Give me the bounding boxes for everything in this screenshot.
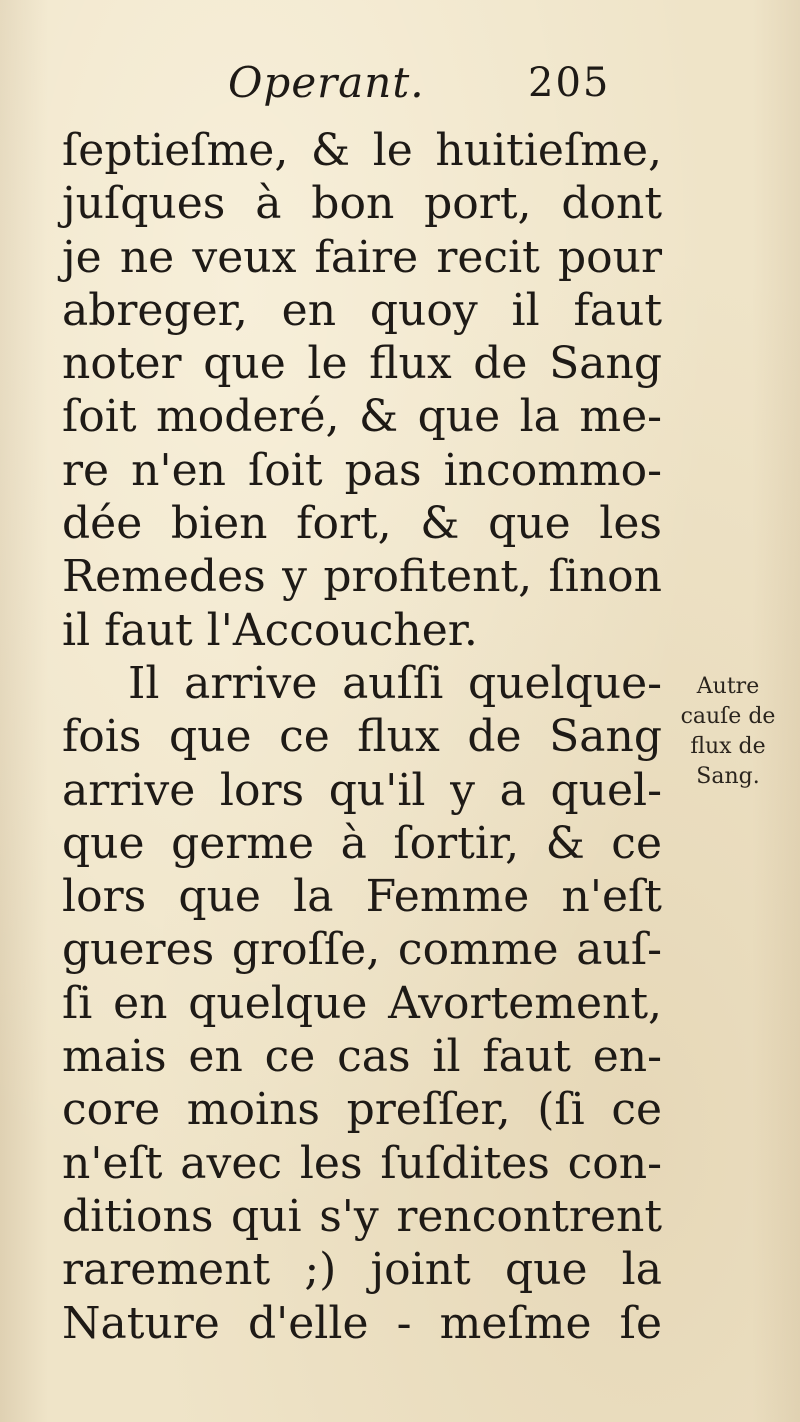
paragraph-end-line: il faut l'Accoucher.: [62, 604, 478, 656]
text-line: je ne veux faire recit pour: [62, 231, 662, 283]
text-line: Remedes y profitent, ſinon: [62, 551, 662, 603]
text-line: lors que la Femme n'eſt: [62, 871, 662, 923]
text-line: dée bien fort, & que les: [62, 498, 662, 550]
marginal-note-line: Sang.: [696, 764, 760, 789]
text-line: rarement ;) joint que la: [62, 1244, 662, 1296]
text-line: arrive lors qu'il y a quel-: [62, 764, 662, 816]
text-line: Nature d'elle - meſme ſe: [62, 1297, 662, 1349]
page-number: 205: [528, 60, 611, 106]
text-line: core moins preſſer, (ſi ce: [62, 1084, 662, 1136]
paragraph-start-line: Il arrive auſſi quelque-: [128, 657, 662, 709]
text-line: que germe à ſortir, & ce: [62, 817, 662, 869]
body-text: [62, 124, 662, 1350]
text-line: re n'en ſoit pas incommo-: [62, 444, 662, 496]
marginal-note-line: Autre: [696, 674, 760, 699]
page-header: [0, 52, 800, 112]
text-line: n'eſt avec les ſuſdites con-: [62, 1137, 662, 1189]
text-line: ſeptieſme, & le huitieſme,: [62, 125, 662, 176]
marginal-note-line: cauſe de: [680, 704, 776, 729]
text-line: ſoit moderé, & que la me-: [62, 391, 662, 443]
text-line: ditions qui s'y rencontrent: [62, 1190, 662, 1242]
text-line: ſi en quelque Avortement,: [62, 977, 662, 1029]
marginal-note-line: flux de: [690, 734, 766, 759]
marginal-note: [668, 672, 788, 792]
running-head: Operant.: [228, 58, 425, 107]
text-line: gueres groſſe, comme auſ-: [62, 924, 662, 976]
text-line: abreger, en quoy il faut: [62, 284, 662, 336]
text-line: juſques à bon port, dont: [62, 178, 662, 230]
text-line: fois que ce flux de Sang: [62, 711, 662, 763]
text-line: noter que le flux de Sang: [62, 338, 662, 390]
text-line: mais en ce cas il faut en-: [62, 1031, 662, 1083]
